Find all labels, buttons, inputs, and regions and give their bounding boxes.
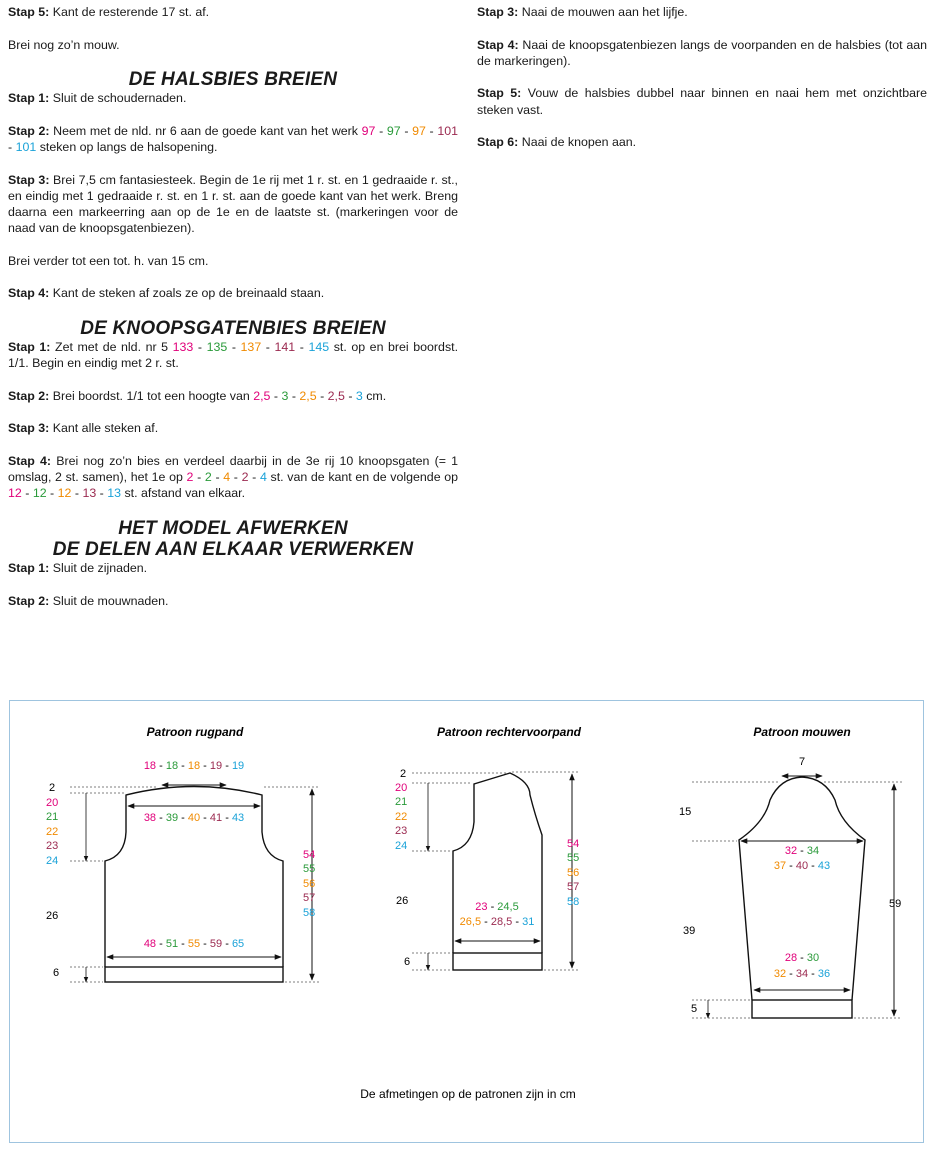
rug-left-size-2: 21	[46, 811, 59, 823]
voor-left-size-3: 22	[395, 811, 408, 823]
rugpand-title: Patroon rugpand	[146, 725, 244, 739]
rug-shoulder-sizes: 38 - 39 - 40 - 41 - 43	[143, 812, 245, 824]
voor-left-size-5: 24	[395, 840, 408, 852]
halsbies-continue: Brei verder tot een tot. h. van 15 cm.	[8, 253, 209, 268]
mouwen-title: Patroon mouwen	[753, 725, 851, 739]
mouw-lower-line-1: 28 - 30	[784, 952, 820, 964]
halsbies-step-1: Stap 1: Sluit de schoudernaden.	[8, 91, 187, 106]
mouw-upper-line-2: 37 - 40 - 43	[773, 860, 831, 872]
rug-right-size-3: 56	[303, 878, 316, 890]
knoopsgaten-step-1: Stap 1: Zet met de nld. nr 5 133 - 135 - 137 - 141 - 145 st. op en brei boordst. 1/1. Begin en eindig met 2 r. st.	[8, 339, 459, 371]
rug-left-bottom: 6	[53, 967, 60, 979]
knoopsgaten-step-4: Stap 4: Brei nog zo’n bies en verdeel daarbij in de 3e rij 10 knoopsgaten (= 1 omslag, 2 st. samen), het 1e op 2 - 2 - 4 - 2 - 4 st. van de kant en de volgende op 12 - 12 - 12 - 13 - 13 st. afstand van elkaar.	[8, 453, 459, 501]
halsbies-step-2: Stap 2: Neem met de nld. nr 6 aan de goede kant van het werk 97 - 97 - 97 - 101 - 101 steken op langs de halsopening.	[8, 123, 458, 154]
voorpand-title: Patroon rechtervoorpand	[436, 725, 582, 739]
voor-right-size-1: 54	[567, 838, 580, 850]
finish-step-5: Stap 5: Vouw de halsbies dubbel naar binnen en naai hem met onzichtbare steken vast.	[477, 86, 927, 117]
mouw-upper-line-1: 32 - 34	[784, 845, 820, 857]
voor-left-size-4: 23	[395, 825, 408, 837]
step-5-sleeve: Stap 5: Kant de resterende 17 st. af.	[8, 5, 210, 19]
heading-halsbies: DE HALSBIES BREIEN	[128, 69, 338, 91]
voor-right-size-4: 57	[567, 881, 580, 893]
mouw-left-bottom: 5	[691, 1003, 698, 1015]
voor-width-line-1: 23 - 24,5	[475, 901, 519, 913]
heading-knoopsgatenbies: DE KNOOPSGATENBIES BREIEN	[80, 317, 386, 339]
voor-left-top: 2	[400, 768, 407, 780]
halsbies-step-3: Stap 3: Brei 7,5 cm fantasiesteek. Begin de 1e rij met 1 r. st. en 1 gedraaide r. st., en eindig met 1 gedraaide r. st. en 1 r. st. aan de goede kant van het werk. Breng daarna een markeerring aan op de 1e en de laatste st. (markeringen voor de naad van de knoopsgatenbiezen).	[8, 172, 459, 236]
afwerken-step-2: Stap 2: Sluit de mouwnaden.	[8, 593, 169, 608]
rug-right-size-4: 57	[303, 892, 316, 904]
finish-step-3: Stap 3: Naai de mouwen aan het lijfje.	[477, 5, 688, 19]
knoopsgaten-step-3: Stap 3: Kant alle steken af.	[8, 421, 159, 436]
finish-step-4: Stap 4: Naai de knoopsgatenbiezen langs de voorpanden en de halsbies (tot aan de markeringen).	[477, 37, 928, 68]
pattern-footer-note: De afmetingen op de patronen zijn in cm	[360, 1087, 576, 1101]
rug-left-size-5: 24	[46, 855, 59, 867]
voorpand-pattern	[395, 768, 579, 970]
knoopsgaten-step-2: Stap 2: Brei boordst. 1/1 tot een hoogte van 2,5 - 3 - 2,5 - 2,5 - 3 cm.	[8, 388, 387, 403]
voor-left-size-2: 21	[395, 796, 408, 808]
heading-afwerken: HET MODEL AFWERKEN	[118, 517, 348, 539]
mouw-lower-line-2: 32 - 34 - 36	[773, 968, 831, 980]
voor-left-mid: 26	[396, 895, 409, 907]
mouw-top: 7	[798, 756, 806, 768]
rug-neck-sizes: 18 - 18 - 18 - 19 - 19	[143, 760, 245, 772]
rug-right-size-1: 54	[303, 849, 316, 861]
voor-width-line-2: 26,5 - 28,5 - 31	[459, 916, 535, 928]
mouw-left-mid: 39	[683, 925, 696, 937]
rugpand-pattern	[46, 760, 320, 982]
rug-left-size-3: 22	[46, 826, 59, 838]
rug-right-size-5: 58	[303, 907, 316, 919]
rug-left-size-1: 20	[46, 797, 59, 809]
halsbies-step-4: Stap 4: Kant de steken af zoals ze op de breinaald staan.	[8, 286, 325, 301]
heading-verwerken: DE DELEN AAN ELKAAR VERWERKEN	[52, 538, 414, 560]
mouwen-pattern	[679, 756, 902, 1018]
afwerken-step-1: Stap 1: Sluit de zijnaden.	[8, 560, 148, 575]
voor-left-bottom: 6	[404, 956, 411, 968]
voor-right-size-3: 56	[567, 867, 580, 879]
rug-width-sizes: 48 - 51 - 55 - 59 - 65	[143, 938, 245, 950]
finish-step-6: Stap 6: Naai de knopen aan.	[477, 135, 637, 150]
rug-left-top: 2	[49, 782, 56, 794]
second-sleeve-note: Brei nog zo’n mouw.	[8, 37, 120, 52]
mouw-right-total: 59	[889, 898, 902, 910]
rug-left-mid: 26	[46, 910, 59, 922]
rug-left-size-4: 23	[46, 840, 59, 852]
rug-right-size-2: 55	[303, 863, 316, 875]
mouw-left-top: 15	[679, 806, 692, 818]
voor-left-size-1: 20	[395, 782, 408, 794]
voor-right-size-2: 55	[567, 852, 580, 864]
voor-right-size-5: 58	[567, 896, 580, 908]
